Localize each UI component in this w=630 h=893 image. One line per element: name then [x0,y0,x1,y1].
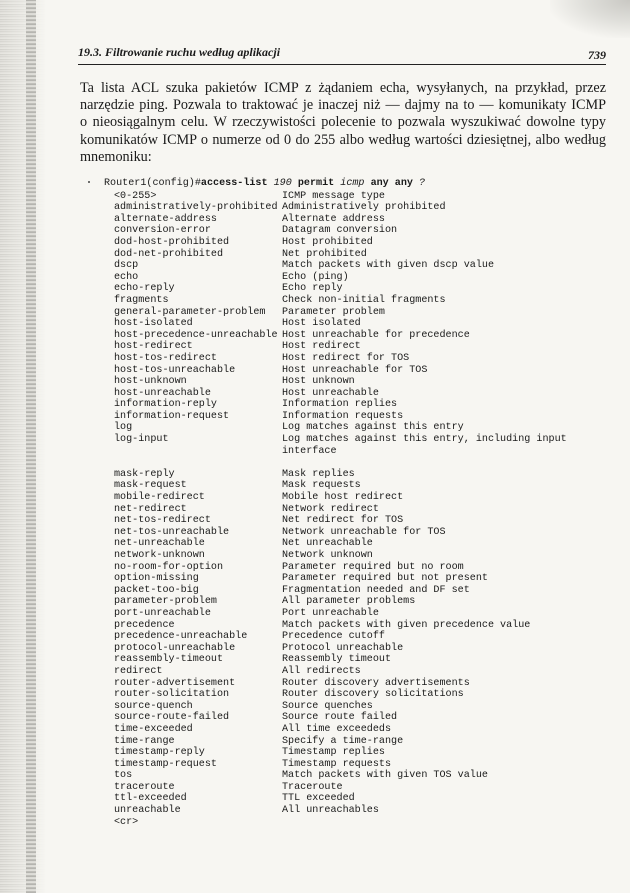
option-description: Check non-initial fragments [282,294,446,306]
option-keyword: traceroute [114,781,175,793]
option-row [100,701,606,713]
option-row [100,562,606,574]
option-description: Net prohibited [282,248,367,260]
option-keyword: log [114,422,133,434]
option-keyword: source-route-failed [114,712,230,724]
option-description: Host isolated [282,318,361,330]
option-row [100,330,606,342]
option-description: Match packets with given dscp value [282,260,495,272]
option-row [100,214,606,226]
option-keyword: precedence [114,619,175,631]
option-description: Timestamp replies [282,747,385,759]
option-description: Mask replies [282,468,355,480]
cli-destination: any [394,178,413,189]
option-keyword: redirect [114,665,163,677]
option-description: Log matches against this entry [282,422,464,434]
section-title: 19.3. Filtrowanie ruchu według aplikacji [78,45,281,59]
option-description: Precedence cutoff [282,631,385,643]
option-row [100,620,606,632]
option-row [100,643,606,655]
option-row [100,411,606,423]
option-description: Host unreachable for precedence [282,329,470,341]
option-keyword: ttl-exceeded [114,793,187,805]
option-row [100,596,606,608]
option-row [100,770,606,782]
option-keyword: host-unreachable [114,387,211,399]
option-keyword: option-missing [114,573,199,585]
option-row [100,538,606,550]
option-row [100,759,606,771]
option-keyword: log-input [114,434,169,446]
option-row [100,376,606,388]
option-keyword: alternate-address [114,213,217,225]
option-row [100,782,606,794]
option-description: Administratively prohibited [282,202,446,214]
option-keyword: net-tos-unreachable [114,526,230,538]
option-description: Host unreachable [282,387,379,399]
option-row [100,191,606,203]
option-row [100,237,606,249]
cli-source: any [370,178,389,189]
option-row [100,515,606,527]
option-row [100,307,606,319]
option-description: Source route failed [282,712,398,724]
option-keyword: host-redirect [114,341,193,353]
option-keyword: host-tos-redirect [114,352,217,364]
option-row [100,492,606,504]
book-spine-shadow [0,0,46,893]
option-row [100,225,606,237]
option-keyword: source-quench [114,700,193,712]
option-keyword: fragments [114,294,169,306]
option-keyword: host-tos-unreachable [114,364,236,376]
option-keyword: no-room-for-option [114,561,224,573]
option-description: Parameter problem [282,306,385,318]
option-row [100,480,606,492]
option-row [100,608,606,620]
option-row [100,249,606,261]
intro-line: o nieosiągalnym celu. W rzeczywistości polecenie to pozwala wyszukiwać dowolne typy [80,114,606,131]
option-description: Echo (ping) [282,271,349,283]
option-row [100,747,606,759]
option-description: Host redirect for TOS [282,352,410,364]
option-keyword: protocol-unreachable [114,642,236,654]
option-row [100,318,606,330]
option-description: All redirects [282,665,361,677]
option-description: All unreachables [282,805,379,817]
option-description: Network unreachable for TOS [282,526,446,538]
option-description: Timestamp requests [282,758,392,770]
intro-paragraph [80,80,606,166]
option-description: Host unreachable for TOS [282,364,428,376]
option-description: Information replies [282,399,398,411]
option-description: Mask requests [282,480,361,492]
option-row [100,689,606,701]
bullet-dot [88,181,90,183]
option-description: Match packets with given precedence value [282,619,531,631]
option-description: Host unknown [282,376,355,388]
cli-acl-number: 190 [273,178,292,189]
list-spacer [100,457,606,469]
option-keyword: reassembly-timeout [114,654,224,666]
page-gutter-edge [26,0,36,893]
option-keyword: host-precedence-unreachable [114,329,278,341]
cli-command-line [104,178,606,190]
option-row [100,585,606,597]
option-row [100,654,606,666]
option-row [100,469,606,481]
option-row [100,365,606,377]
intro-line: komunikatów ICMP o numerze od 0 do 255 albo według wartości dziesiętnej, albo według [80,131,606,148]
intro-line: Ta lista ACL szuka pakietów ICMP z żądaniem echa, wysyłanych, na przykład, przez [80,80,606,96]
option-row [100,724,606,736]
option-keyword: router-solicitation [114,689,230,701]
page-number: 739 [588,48,606,62]
option-keyword: precedence-unreachable [114,631,248,643]
option-row [100,817,606,829]
option-keyword: conversion-error [114,225,211,237]
option-keyword: administratively-prohibited [114,202,278,214]
option-keyword: information-reply [114,399,217,411]
option-description: Port unreachable [282,607,379,619]
option-description: Host prohibited [282,236,373,248]
option-description: Information requests [282,410,404,422]
option-row [100,260,606,272]
option-description: Source quenches [282,700,373,712]
option-keyword: host-unknown [114,376,187,388]
option-keyword: mobile-redirect [114,492,205,504]
option-keyword: mask-request [114,480,187,492]
option-description: Traceroute [282,781,343,793]
option-row [100,353,606,365]
option-description: Fragmentation needed and DF set [282,584,470,596]
option-keyword: timestamp-request [114,758,217,770]
intro-line: mnemoniku: [80,148,152,165]
option-keyword: <cr> [114,816,139,828]
option-description: Match packets with given TOS value [282,770,488,782]
option-row [100,631,606,643]
option-row [100,434,606,457]
option-keyword: dod-host-prohibited [114,236,230,248]
option-row [100,283,606,295]
option-row [100,793,606,805]
option-keyword: <0-255> [114,190,157,202]
option-description: All parameter problems [282,596,416,608]
option-description: All time exceededs [282,723,392,735]
option-row [100,573,606,585]
option-description: ICMP message type [282,190,385,202]
option-keyword: dod-net-prohibited [114,248,224,260]
option-description: Net unreachable [282,538,373,550]
page-corner-shadow [550,0,630,38]
option-keyword: mask-reply [114,468,175,480]
option-keyword: net-unreachable [114,538,205,550]
option-keyword: router-advertisement [114,677,236,689]
option-keyword: dscp [114,260,139,272]
cli-help: ? [419,178,426,189]
option-row [100,504,606,516]
option-keyword: packet-too-big [114,584,199,596]
cli-listing [100,178,606,828]
option-description: Alternate address [282,213,385,225]
option-keyword: timestamp-reply [114,747,205,759]
option-description: Datagram conversion [282,225,398,237]
option-description: Parameter required but not present [282,573,488,585]
option-row [100,527,606,539]
option-keyword: echo [114,271,139,283]
option-row [100,341,606,353]
option-description: Net redirect for TOS [282,515,404,527]
running-header [78,44,606,65]
cli-keyword: access-list [200,178,268,189]
option-keyword: time-range [114,735,175,747]
option-description: Protocol unreachable [282,642,404,654]
option-keyword: network-unknown [114,550,205,561]
option-description: Parameter required but no room [282,561,464,573]
option-row [100,805,606,817]
option-description: Network redirect [282,503,379,515]
option-keyword: information-request [114,410,230,422]
cli-protocol: icmp [340,178,365,189]
option-description [282,817,606,829]
option-row [100,388,606,400]
option-row [100,422,606,434]
option-description: Mobile host redirect [282,492,404,504]
option-row [100,295,606,307]
option-keyword: general-parameter-problem [114,306,266,318]
option-list [100,191,606,829]
option-row [100,712,606,724]
option-keyword: time-exceeded [114,723,193,735]
option-row [100,666,606,678]
option-description: Echo reply [282,283,343,295]
option-description: Router discovery advertisements [282,677,470,689]
option-description: TTL exceeded [282,793,355,805]
option-row [100,399,606,411]
option-description: Network unknown [282,550,373,561]
option-description: Reassembly timeout [282,654,392,666]
option-row [100,550,606,562]
option-keyword: host-isolated [114,318,193,330]
option-description: Router discovery solicitations [282,689,464,701]
option-keyword: unreachable [114,805,181,817]
option-description: Host redirect [282,341,361,353]
cli-action: permit [297,178,335,189]
option-row [100,272,606,284]
option-keyword: net-tos-redirect [114,515,211,527]
option-description: Log matches against this entry, including input interface [282,434,567,457]
option-keyword: net-redirect [114,503,187,515]
intro-line: narzędzie ping. Pozwala to traktować je inaczej niż — dajmy na to — komunikaty ICMP [80,97,606,114]
option-keyword: parameter-problem [114,596,217,608]
option-row [100,202,606,214]
option-keyword: echo-reply [114,283,175,295]
option-row [100,678,606,690]
cli-prompt: Router1(config)# [104,178,201,189]
option-row [100,736,606,748]
option-description: Specify a time-range [282,735,404,747]
option-keyword: port-unreachable [114,607,211,619]
option-keyword: tos [114,770,133,782]
